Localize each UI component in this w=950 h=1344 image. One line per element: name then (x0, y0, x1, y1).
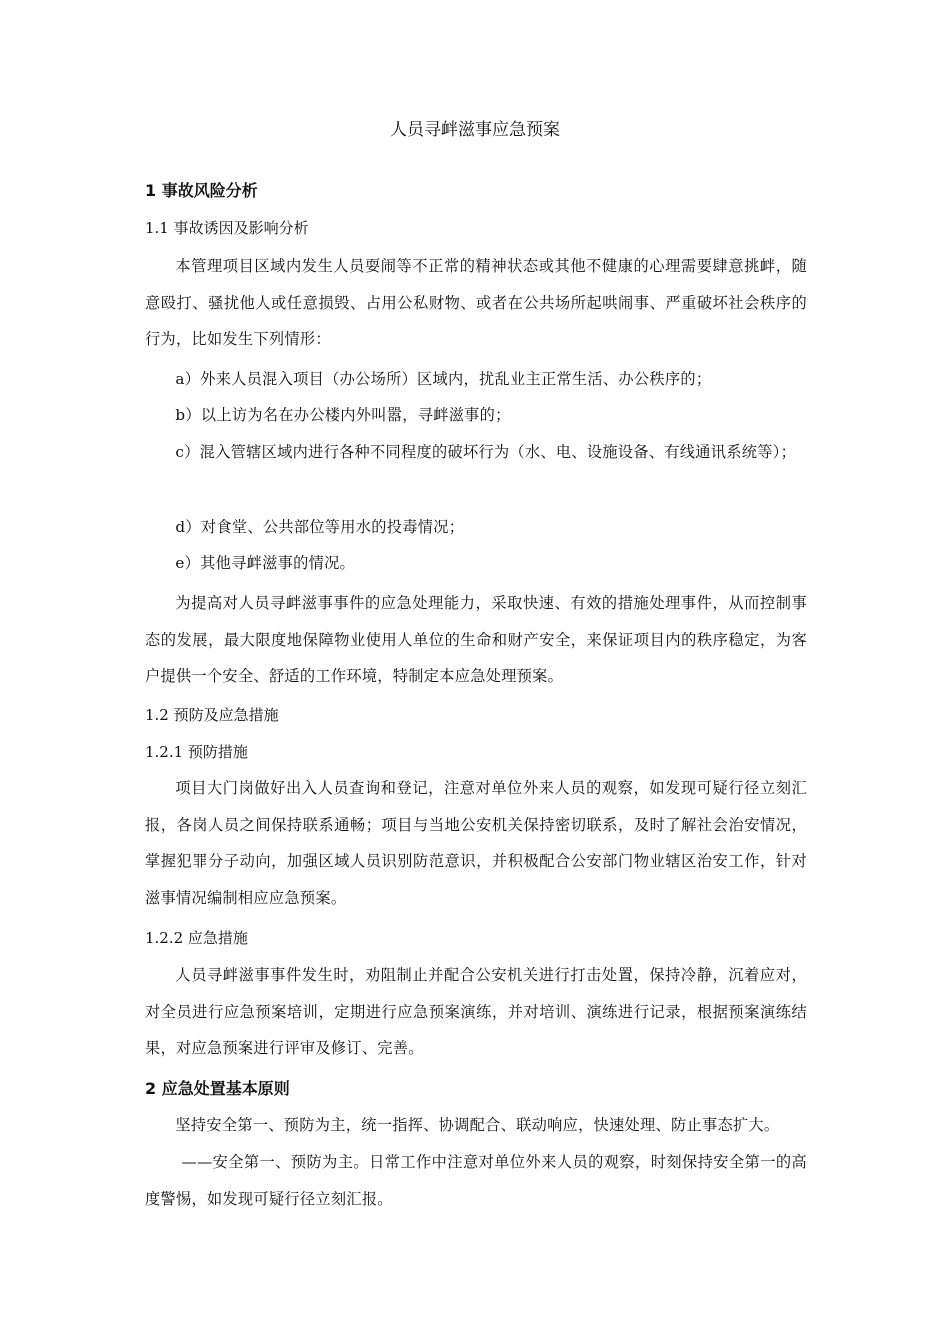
section-1-2-1-heading: 1.2.1 预防措施 (145, 743, 248, 761)
section-1-heading: 1 事故风险分析 (145, 181, 258, 200)
section-2-dash-paragraph: ——安全第一、预防为主。日常工作中注意对单位外来人员的观察，时刻保持安全第一的高度警惕，如发现可疑行径立刻汇报。 (145, 1153, 807, 1208)
section-1-1-heading: 1.1 事故诱因及影响分析 (145, 219, 309, 237)
document-title: 人员寻衅滋事应急预案 (390, 120, 560, 140)
list-item-e: e）其他寻衅滋事的情况。 (175, 554, 356, 572)
list-item-c: c）混入管辖区域内进行各种不同程度的破坏行为（水、电、设施设备、有线通讯系统等）； (175, 443, 797, 461)
list-item-d: d）对食堂、公共部位等用水的投毒情况； (175, 518, 465, 536)
section-1-1-intro: 本管理项目区域内发生人员耍闹等不正常的精神状态或其他不健康的心理需要肆意挑衅，随意殴打、骚扰他人或任意损毁、占用公私财物、或者在公共场所起哄闹事、严重破坏社会秩序的行为，比如发生下列情形： (145, 257, 807, 348)
section-1-2-heading: 1.2 预防及应急措施 (145, 706, 279, 724)
section-2-text: 坚持安全第一、预防为主，统一指挥、协调配合、联动响应，快速处理、防止事态扩大。 (175, 1116, 780, 1134)
list-item-a: a）外来人员混入项目（办公场所）区域内，扰乱业主正常生活、办公秩序的； (175, 370, 712, 388)
section-2-heading: 2 应急处置基本原则 (145, 1079, 290, 1098)
section-1-1-closing: 为提高对人员寻衅滋事事件的应急处理能力，采取快速、有效的措施处理事件，从而控制事态的发展，最大限度地保障物业使用人单位的生命和财产安全，来保证项目内的秩序稳定，为客户提供一个安全、舒适的工作环境，特制定本应急处理预案。 (145, 594, 807, 685)
section-1-2-2-heading: 1.2.2 应急措施 (145, 929, 248, 947)
section-1-2-2-text: 人员寻衅滋事事件发生时，劝阻制止并配合公安机关进行打击处置，保持冷静，沉着应对，对全员进行应急预案培训，定期进行应急预案演练，并对培训、演练进行记录，根据预案演练结果，对应急预案进行评审及修订、完善。 (145, 966, 807, 1057)
section-1-2-1-text: 项目大门岗做好出入人员查询和登记，注意对单位外来人员的观察，如发现可疑行径立刻汇报，各岗人员之间保持联系通畅；项目与当地公安机关保持密切联系，及时了解社会治安情况，掌握犯罪分子动向，加强区域人员识别防范意识，并积极配合公安部门物业辖区治安工作，针对滋事情况编制相应应急预案。 (145, 779, 807, 907)
list-item-b: b）以上访为名在办公楼内外叫嚣，寻衅滋事的； (175, 406, 511, 424)
